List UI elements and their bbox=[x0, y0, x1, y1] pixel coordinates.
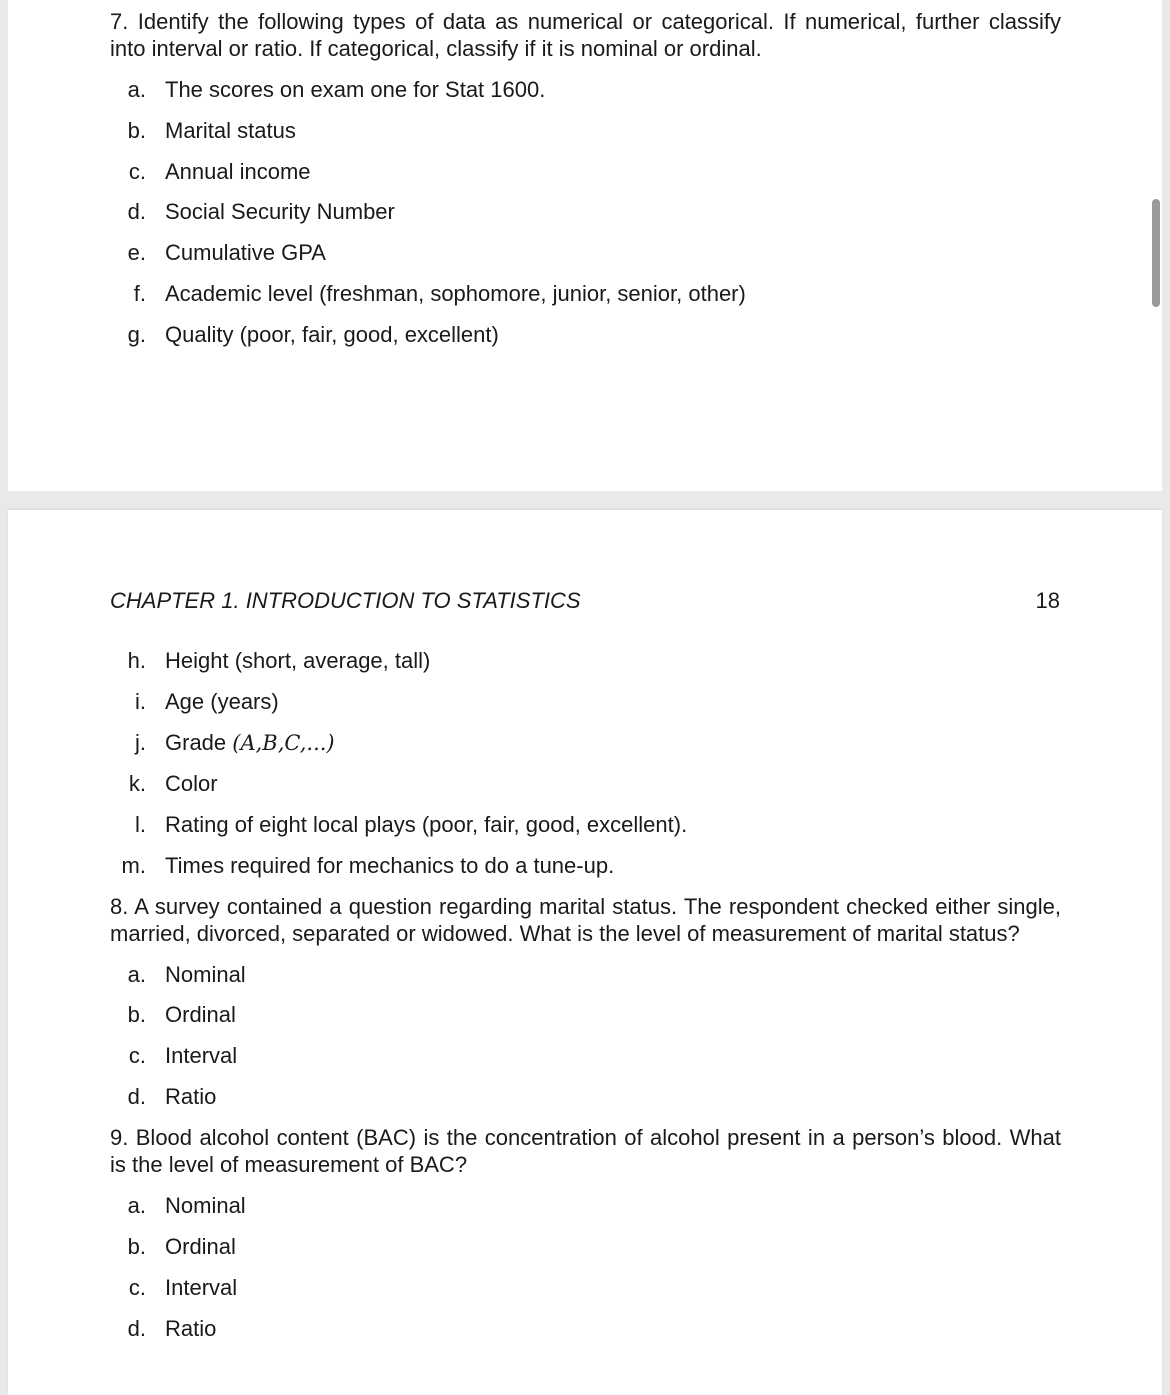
list-item: Color bbox=[165, 771, 218, 796]
list-item-label: j. bbox=[135, 730, 146, 755]
list-item: Social Security Number bbox=[165, 199, 395, 224]
list-item-label: f. bbox=[133, 281, 146, 306]
running-header-chapter: CHAPTER 1. INTRODUCTION TO STATISTICS bbox=[110, 588, 581, 613]
option-label: d. bbox=[127, 1316, 146, 1341]
option-label: b. bbox=[127, 1234, 146, 1259]
question-9-line-2: is the level of measurement of BAC? bbox=[110, 1152, 468, 1177]
question-7-line-1: 7. Identify the following types of data as numerical or categorical. If numerical, further classify bbox=[110, 9, 1061, 34]
list-item: Annual income bbox=[165, 159, 311, 184]
option-ratio: Ratio bbox=[165, 1316, 217, 1341]
list-item: Times required for mechanics to do a tune-up. bbox=[165, 853, 615, 878]
list-item-label: b. bbox=[127, 118, 146, 143]
list-item-label: k. bbox=[128, 771, 146, 796]
option-label: a. bbox=[127, 962, 146, 987]
question-7-prompt bbox=[110, 8, 1061, 62]
option-label: d. bbox=[127, 1084, 146, 1109]
option-nominal: Nominal bbox=[165, 1193, 246, 1218]
question-9-line-1: 9. Blood alcohol content (BAC) is the concentration of alcohol present in a person’s blood. What bbox=[110, 1125, 1061, 1150]
list-item-label: c. bbox=[128, 159, 146, 184]
list-item-text: Grade bbox=[165, 730, 233, 755]
list-item-label: a. bbox=[127, 77, 146, 102]
list-item-label: i. bbox=[135, 689, 146, 714]
option-nominal: Nominal bbox=[165, 962, 246, 987]
vertical-scrollbar-thumb[interactable] bbox=[1152, 199, 1160, 307]
option-label: b. bbox=[127, 1002, 146, 1027]
document-page-top bbox=[8, 0, 1162, 491]
question-7-line-2: into interval or ratio. If categorical, classify if it is nominal or ordinal. bbox=[110, 36, 762, 61]
list-item-label: m. bbox=[121, 853, 146, 878]
list-item: Quality (poor, fair, good, excellent) bbox=[165, 322, 499, 347]
question-8-prompt bbox=[110, 893, 1061, 947]
question-9-prompt bbox=[110, 1124, 1061, 1178]
list-item-label: l. bbox=[135, 812, 146, 837]
question-8-line-2: married, divorced, separated or widowed. What is the level of measurement of marital status? bbox=[110, 921, 1020, 946]
document-page-bottom bbox=[8, 510, 1162, 1395]
page-number: 18 bbox=[1035, 588, 1060, 613]
option-ordinal: Ordinal bbox=[165, 1002, 236, 1027]
list-item: The scores on exam one for Stat 1600. bbox=[165, 77, 546, 102]
list-item-label: h. bbox=[127, 648, 146, 673]
list-item-label: d. bbox=[127, 199, 146, 224]
option-label: c. bbox=[128, 1275, 146, 1300]
option-ordinal: Ordinal bbox=[165, 1234, 236, 1259]
list-item: Rating of eight local plays (poor, fair, good, excellent). bbox=[165, 812, 688, 837]
option-label: c. bbox=[128, 1043, 146, 1068]
list-item: Cumulative GPA bbox=[165, 240, 326, 265]
question-8-line-1: 8. A survey contained a question regarding marital status. The respondent checked either single, bbox=[110, 894, 1061, 919]
math-expression: (A,B,C,...) bbox=[232, 731, 335, 755]
list-item-label: g. bbox=[127, 322, 146, 347]
list-item bbox=[165, 729, 335, 757]
option-label: a. bbox=[127, 1193, 146, 1218]
list-item-label: e. bbox=[127, 240, 146, 265]
option-ratio: Ratio bbox=[165, 1084, 217, 1109]
list-item: Height (short, average, tall) bbox=[165, 648, 431, 673]
option-interval: Interval bbox=[165, 1043, 238, 1068]
option-interval: Interval bbox=[165, 1275, 238, 1300]
list-item: Marital status bbox=[165, 118, 296, 143]
list-item: Academic level (freshman, sophomore, junior, senior, other) bbox=[165, 281, 746, 306]
list-item: Age (years) bbox=[165, 689, 279, 714]
